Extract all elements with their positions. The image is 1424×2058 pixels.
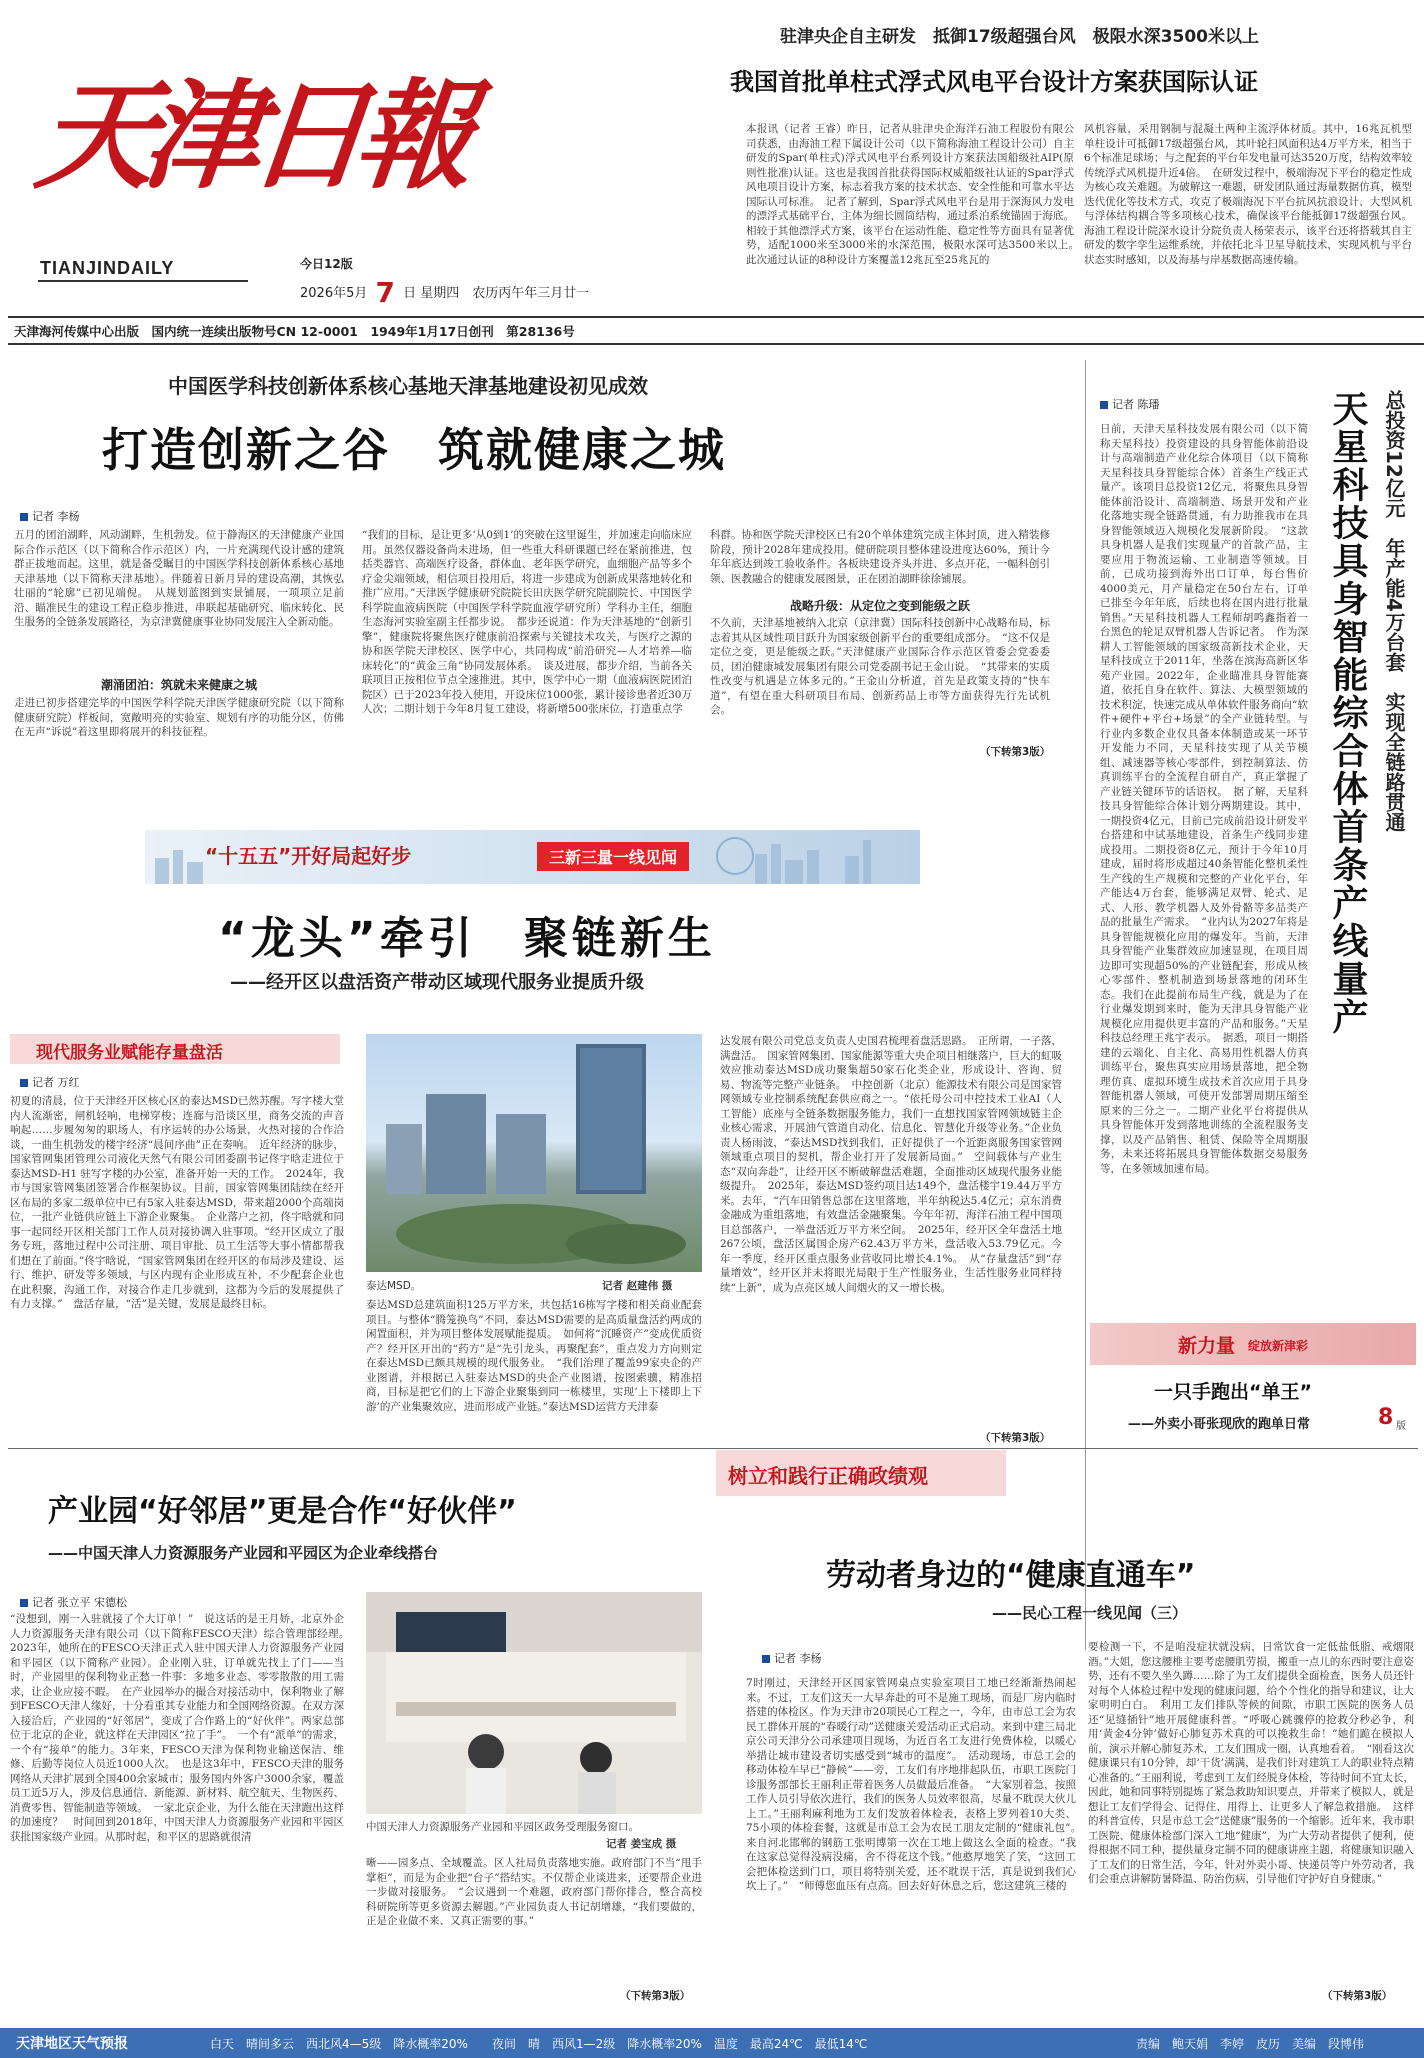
br-tag: 树立和践行正确政绩观 <box>716 1450 1006 1496</box>
lead-byline: 记者 李杨 <box>20 508 80 524</box>
mid-photo-credit: 记者 赵建伟 摄 <box>602 1280 673 1292</box>
mid-photo <box>366 1034 702 1272</box>
masthead-roman: TIANJINDAILY <box>40 258 175 278</box>
bl-byline: 记者 张立平 宋德松 <box>20 1594 127 1610</box>
date-prefix: 2026年5月 <box>300 286 368 301</box>
top-story <box>730 0 1424 316</box>
mid-byline: 记者 万红 <box>20 1074 80 1090</box>
side-headline-small: 总投资12亿元 年产能4万台套 实现全链路贯通 <box>1382 390 1406 832</box>
editors-credit: 责编 鲍天娟 李婷 皮历 美编 段博伟 <box>1136 2037 1365 2051</box>
lead-col1: 五月的团泊湖畔，风动湖畔，生机勃发。位于静海区的天津健康产业国际合作示范区（以下简称合作示范区）内，一片充满现代设计感的建筑群正拔地而起。这里，就是备受瞩目的中国医学科技创新体系核心基地天津基地（以下简称天津基地）。伴随着日新月异的建设高潮，其恢弘壮丽的“轮廓”已初见端倪。 从规划蓝图到实景铺展，一项项立足前沿、瞄准民生的建设工程正稳步推进，串联起基础研究、临床转化、民生服务的全链条发展路径，为京津冀健康事业协同发展注入全新动能。 <box>14 529 344 628</box>
mid-subhead: ——经开区以盘活资产带动区域现代服务业提质升级 <box>230 972 644 993</box>
lead-story <box>0 350 1080 820</box>
masthead-logo: 天津日報 <box>30 66 470 205</box>
building-photo-graphic <box>366 1034 702 1272</box>
byline-marker-icon <box>1100 401 1108 409</box>
promo-left: “十五五”开好局起好步 <box>205 844 412 868</box>
mid-col2: 泰达MSD总建筑面积125万平方米，共包括16栋写字楼和相关商业配套项目。与整体“腾笼换鸟”不同，泰达MSD需要的是高质量盘活约两成的闲置面积，并为项目整体发展赋能提质。 如何将“沉睡资产”变成优质资产？经开区开出的“药方”是“先引龙头，再聚配套”，重点发力方向则定在泰达MSD已颇具规模的现代服务业。 “我们治理了覆盖99家央企的产业图谱，并根据已入驻泰达MSD的央企产业图谱，按图索骥，精准招商，目标是把它们的上下游企业聚集到同一栋楼里，实现‘上下楼即上下游’的产业集聚效应，进而形成产业链。”泰达MSD运营方天津泰 <box>366 1299 702 1413</box>
byline-marker-icon <box>20 513 28 521</box>
bl-photo-caption: 中国天津人力资源服务产业园和平园区政务受理服务窗口。 <box>366 1821 639 1833</box>
masthead-date <box>300 276 589 309</box>
bottom-left-story <box>0 1450 710 2020</box>
bottom-right-story <box>716 1450 1424 2020</box>
byline-marker-icon <box>762 1655 770 1663</box>
section-rule <box>8 1448 1418 1449</box>
br-continued: （下转第3版） <box>1322 1990 1393 2002</box>
teaser-tag2: 绽放新津彩 <box>1248 1339 1309 1353</box>
lead-kicker: 中国医学科技创新体系核心基地天津基地建设初见成效 <box>168 374 648 398</box>
mid-headline: “龙头”牵引 聚链新生 <box>218 913 716 964</box>
teaser-title: 一只手跑出“单王” <box>1154 1381 1312 1403</box>
top-story-body-col1: 本报讯（记者 王睿）昨日，记者从驻津央企海洋石油工程股份有限公司获悉，由海油工程下属设计公司（以下简称海油工程设计公司）自主研发的Spar(单柱式)浮式风电平台系列设计方案获法国船级社AIP(原则性批准)认证。这也是我国首批获得国际权威船级社认证的Spar浮式风电项目设计方案，标志着我方案的技术状态、安全性能和可靠水平达国际认可标准。 记者了解到，Spar浮式风电平台是用于深海风力发电的漂浮式基础平台，主体为细长圆筒结构，通过系泊系统锚固于海底。相较于其他漂浮式方案，该平台在运动性能、稳定性等方面具有显著优势，适配1000米至3000米的水深范围，极限水深可达3500米以上。 此次通过认证的8种设计方案覆盖12兆瓦至25兆瓦的 <box>746 123 1085 266</box>
weather-label: 天津地区天气预报 <box>16 2036 128 2052</box>
teaser-sub: ——外卖小哥张现欣的跑单日常 <box>1128 1417 1311 1432</box>
bl-continued: （下转第3版） <box>620 1990 691 2002</box>
side-body: 日前，天津天星科技发展有限公司（以下简称天星科技）投资建设的具身智能体前沿设计与高端制造产业化综合体项目（以下简称天星科技具身智能综合体）首条生产线正式量产。该项目总投资12亿元，将聚焦具身智能体前沿设计、高端制造、场景开发和产业化落地实现全链路贯通，有力助推我市在具身智能领域迈入规模化发展新阶段。 “这款具身机器人是我们实现量产的首款产品，主要应用于物流运输、工业制造等领域。目前，已成功接到海外出口订单，每台售价4000美元，月产量稳定在50台左右，订单已排至今年年底，后续也将在国内进行批量销售。”天星科技机器人工程师胡鸣鑫指着一台黑色的轮足双臂机器人告诉记者。 作为深耕人工智能领域的国家级高新技术企业，天星科技成立于2011年，坐落在滨海高新区华苑产业园。2022年，企业瞄准具身智能赛道，依托自身在软件、算法、大模型领域的技术积淀，快速完成从单体软件服务商向“软件+硬件+平台+场景”的全产业链转型。与行业内多数企业仅具备本体制造或某一环节开发能力不同，天星科技实现了从关节模组、减速器等核心零部件，到控制算法、仿真训练平台的全流程自研自产，真正掌握了产业链关键环节的话语权。 据了解，天星科技具身智能综合体计划分两期建设。其中，一期投资4亿元，目前已完成前沿设计研发平台搭建和中试基地建设，首条生产线同步建成投用。二期投资8亿元，预计于今年10月建成，届时将形成超过40条智能化整机柔性生产线的生产规模和完整的产业化平台，年产能达4万台套，能够满足双臂、轮式、足式、人形、教学机器人及外骨骼等多品类产品的批量生产需求。 “业内认为2027年将是具身智能规模化应用的爆发年。当前，天津具身智能产业集群效应加速显现，在项目周边即可实现超50%的产业链配套，形成从核心零部件、整机制造到场景落地的闭环生态。我们在此提前布局生产线，就是为了在行业爆发期到来时，能为天津具身智能产业规模化应用提供更丰富的产品和服务。”天星科技总经理王兆宇表示。 据悉，项目一期搭建的云端化、自主化、高易用性机器人仿真训练平台，聚焦真实应用场景落地，把全物理仿真、虚拟环境生成技术首次应用于具身智能机器人领域，可使开发部署周期压缩至原来的三分之一。二期产业化平台将提供从具身智能体开发到落地训练的全流程服务支撑，以及产品销售、租赁、保险等全周期服务，未来还将拓展具身智能体数据交易服务等，在多领域加速布局。 <box>1100 423 1308 1175</box>
side-byline: 记者 陈璠 <box>1100 396 1160 412</box>
bl-subhead: ——中国天津人力资源服务产业园和平园区为企业牵线搭台 <box>48 1544 439 1562</box>
br-byline: 记者 李杨 <box>762 1650 822 1666</box>
publisher-line: 天津海河传媒中心出版 国内统一连续出版物号CN 12-0001 1949年1月17日创刊 第28136号 <box>14 324 575 339</box>
bl-col2: 晰——园多点、全域覆盖。区人社局负责落地实施。政府部门不当“甩手掌柜”，而是为企业把“台子”搭结实。不仅帮企业谈进来，还要帮企业进一步做对接服务。 “会议遇到一个难题，政府部门帮你排合，整合高校科研院所等更多资源去解题。”产业园负责人书记胡增雄，“我们要做的，正是企业做不来、又真正需要的事。” <box>366 1857 702 1927</box>
bl-photo <box>366 1592 702 1814</box>
masthead-pages: 今日12版 <box>300 257 353 271</box>
br-subhead: ——民心工程一线见闻（三） <box>992 1604 1188 1622</box>
mid-story <box>0 890 1080 1450</box>
weather-bar <box>0 2028 1424 2058</box>
lead-col3b: 不久前，天津基地被纳入北京（京津冀）国际科技创新中心战略布局，标志着其从区域性项目跃升为国家级创新平台的重要组成部分。 “这不仅是定位之变，更是能级之跃。”天津健康产业国际合作示范区管委会党委委员，团泊健康城发展集团有限公司党委副书记王金山说。 “其带来的实质性改变与机遇是立体多元的。”王金山分析道，首先是政策支持的“快车道”，有望在重大科研项目布局、创新药品上市等方面获得先行先试机会。 <box>710 617 1050 716</box>
lead-headline: 打造创新之谷 筑就健康之城 <box>102 423 726 477</box>
masthead-bottom-rule <box>8 316 1424 318</box>
masthead-rule <box>38 280 248 282</box>
bl-col1: “没想到，刚一入驻就接了个大订单！” 说这话的是王月娇，北京外企人力资源服务天津有限公司（以下简称FESCO天津）综合管理部经理。 2023年，她所在的FESCO天津正式入驻中国天津人力资源服务产业园和平园区（以下简称产业园）。企业刚入驻，订单就先找上了门——当时，产业园里的保利物业正愁一件事：多地多业态、零零散散的用工需求，让企业应接不暇。 在产业园举办的撮合对接活动中，保利物业了解到FESCO天津人缘好，十分看重其专业能力和全国网络资源。在双方深入接洽后，产业园的“好邻居”，变成了合作路上的“好伙伴”。两家总部位于北京的企业，就这样在天津园区“拉了手”。 一个有“派单”的需求，一个有“接单”的能力。3年来，FESCO天津为保利物业输送保洁、维修、后勤等岗位人员近1000人次。 也是这3年中，FESCO天津的服务网络从天津扩展到全国400余家城市；服务国内外客户3000余家，覆盖员工近5万人，涉及信息通信、新能源、新材料、航空航天、生物医药、消费零售、智能制造等领域。 一家北京企业，为什么能在天津跑出这样的加速度？ 时间回到2018年，中国天津人力资源服务产业园和平园区获批国家级产业园。从那时起，和平区的思路就很清 <box>10 1613 355 1843</box>
lead-col3: 科群。协和医学院天津校区已有20个单体建筑完成主体封顶，进入精装修阶段，预计2028年建成投用。健研院项目整体建设进度达60%，预计今年年底达到竣工验收条件。各板块建设齐头并进、多点开花，一幅科创引领、医教融合的健康发展图景，正在团泊湖畔徐徐铺展。 <box>710 529 1050 585</box>
lead-col1-subhead: 潮涌团泊：筑就未来健康之城 <box>100 678 257 692</box>
side-headline: 天星科技具身智能综合体首条产线量产 <box>1327 390 1368 1036</box>
mid-col3: 达发展有限公司党总支负责人史国君梳理着盘活思路。 正所谓，一子落，满盘活。 国家管网集团、国家能源等重大央企项目相继落户，巨大的虹吸效应推动泰达MSD成功聚集超50家石化类企业，形成设计、咨询、贸易、物流等完整产业链条。 中控创新（北京）能源技术有限公司是国家管网领域专业控制系统配套供应商之一。“依托母公司中控技术工业AI（人工智能）底座与全链条数据服务能力，我们一直想找国家管网领域链主企业核心需求，开展油气管道自动化、信息化、智慧化升级等业务。”企业负责人杨雨波，“泰达MSD找到我们，正好提供了一个近距离服务国家管网领域重点项目的契机，帮企业打开了发展新局面。” 空间载体与产业生态“双向奔赴”，让经开区不断破解盘活难题，全面推动区域现代服务业能级提升。 2025年，泰达MSD签约项目达149个，盘活楼宇19.44万平方米。去年，“汽车田销售总部在这里落地，半年纳税达5.4亿元；京东消费金融成为重组落地，有效盘活金融聚集。今年年初，海洋石油工程中国项目总部落户，一举盘活近万平方米空间。 2025年，经开区全年盘活土地267公顷，盘活区属国企房产62.43万平方米，盘活收入53.79亿元。今年一季度，经开区重点服务业营收同比增长4.1%。 从“存量盘活”到“存量增效”，经开区并未将眼光局限于生产性服务业，生活性服务业同样持续“上新”，成为点亮区域人间烟火的又一增长极。 <box>720 1035 1062 1294</box>
top-story-headline: 我国首批单柱式浮式风电平台设计方案获国际认证 <box>730 68 1258 96</box>
office-photo-graphic <box>366 1592 702 1814</box>
byline-marker-icon <box>20 1599 28 1607</box>
side-story <box>1090 350 1424 1310</box>
publisher-rule <box>8 343 1424 345</box>
br-col1: 7时刚过，天津经开区国家管网桌点实验室项目工地已经渐渐热闹起来。不过，工友们这天一大早奔赴的可不是施工现场，而是厂房内临时搭建的体检区。作为天津市20项民心工程之一，今年，由市总工会为农民工群体开展的“春暖行动”送健康关爱活动正式启动。来到中建三局北京公司天津分公司承建项目现场，为近百名工友进行免费体检，以暖心举措让城市建设者切实感受到“城市的温度”。 活动现场，市总工会的移动体检车早已“静候”——旁，工友们有序地排起队伍，市职工医院门诊服务部部长王丽利正带着医务人员做最后准备。 “大家别着急，按照工作人员引导依次进行，我们的医务人员效率很高，尽量不耽误大伙儿上工。”王丽利麻利地为工友们发放着体检表，表格上罗列着10大类、75小项的体检套餐，这就是市总工会为农民工朋友定制的“健康礼包”。 来自河北邯郸的钢筋工张明博第一次在工地上做这么全面的检查。“我在这家总觉得没病没痛，舍不得花这个钱。”他憨厚地笑了笑，“这回工会把体检送到门口，项目将特别关爱，还不耽误干活，真是说到我们心坎上了。” “师傅您血压有点高。回去好好休息之后，您这建筑三楼的 <box>746 1677 1087 1892</box>
byline-marker-icon <box>20 1079 28 1087</box>
br-headline: 劳动者身边的“健康直通车” <box>826 1558 1196 1593</box>
top-story-kicker: 驻津央企自主研发 抵御17级超强台风 极限水深3500米以上 <box>780 27 1259 47</box>
lead-col3-subhead: 战略升级：从定位之变到能级之跃 <box>789 599 970 613</box>
promo-right: 三新三量一线见闻 <box>537 842 689 871</box>
teaser-box[interactable] <box>1090 1323 1416 1448</box>
weather-forecast: 白天 晴间多云 西北风4—5级 降水概率20% 夜间 晴 西风1—2级 降水概率20% 温度 最高24℃ 最低14℃ <box>210 2037 868 2051</box>
date-day: 7 <box>375 276 395 309</box>
teaser-page-num: 8 <box>1378 1405 1394 1430</box>
br-col2: 要检测一下，不是咱没症状就没病，日常饮食一定低盐低脂、戒烟限酒。”大姐，您这腰椎主要考虑腰肌劳损，搬重一点儿的东西时要注意姿势，还有不要久坐久蹲……除了为工友们提供全面检查，医务人员还针对每个人体检过程中发现的健康问题，给个个性化的指导和建议，让大家明明白白。 利用工友们排队等候的间隙，市职工医院的医务人员还“见缝插针”地开展健康科普。“呼吸心跳骤停的抢救分秒必争，利用‘黄金4分钟’做好心肺复苏术真的可以挽救生命！”她们跪在模拟人前，演示并解心肺复苏术，工友们围成一圈，认真地看着。 “刚看这次健康课只有10分钟，却‘干货’满满，是我们针对建筑工人的职业特点精心准备的。”王丽利说，考虑到工友们经脱身体检，等待时间不宜太长，因此，她和同事特别提炼了紧急救助知识要点，并带来了模拟人，就是想让工友们学得会、记得住、用得上、让更多人了解急救措施。 这样的科普宣传，只是市总工会“送健康”服务的一个缩影。近年来，我市职工医院、健康体检部门深入工地“健康”，为广大劳动者提供了便利，使得根据不同工种，提供量身定制不同的健康讲座主题，将健康知识融入了工友们的日常生活，今年，针对外卖小哥、快递员等户外劳动者，我们会重点讲解防暑降温、防治伤病，引导他们守护好自身健康。” <box>1088 1641 1414 1885</box>
promo-banner <box>145 830 920 884</box>
teaser-page-unit: 版 <box>1396 1421 1406 1432</box>
lead-continued: （下转第3版） <box>980 746 1051 758</box>
lead-col2: “我们的目标，是让更多‘从0到1’的突破在这里诞生，并加速走向临床应用。虽然仅器设备尚未进场，但一些重大科研课题已经在紧前推进，包括类器官、高端医疗设备，群体血、老年医学研究，血细胞产品等多个疗金尖端领域，相信项目投用后，将进一步建成为创新成果落地转化和推广应用。”天津医学健康研究院院长田庆医学研究院副院长、中国医学科学院血液病医院（中国医学科学院血液学研究所）学科办主任，细胞生态海河实验室副主任都步说。 都步还说道：作为天津基地的“创新引擎”，健康院将聚焦医疗健康前沿探索与关键技术攻关，与医疗之源的协和医学院天津校区、医学中心，共同构成“前沿研究—人才培养—临床转化”的“黄金三角”协同发展体系。 谈及进展，都步介绍，当前各关联项目正按相位节点全速推进。其中，医学中心一期（血液病医院团泊院区）已于2023年投入使用，开设床位1000张，累计接诊患者近30万人次；二期计划于今年8月复工建设，将新增500张床位，打造重点学 <box>362 529 692 715</box>
date-suffix: 日 星期四 农历丙午年三月廿一 <box>403 286 590 301</box>
masthead <box>0 0 730 355</box>
lead-col1b: 走进已初步搭建完毕的中国医学科学院天津医学健康研究院（以下简称健康研究院）样板间，宽敞明亮的实验室、规划有序的功能分区，仿佛在无声“诉说”着这里即将展开的科技征程。 <box>14 697 344 738</box>
bl-headline: 产业园“好邻居”更是合作“好伙伴” <box>48 1494 517 1529</box>
teaser-tag: 新力量 <box>1178 1335 1236 1357</box>
bl-photo-credit: 记者 姜宝成 摄 <box>606 1838 677 1850</box>
mid-col1: 初夏的清晨，位于天津经开区核心区的泰达MSD已然苏醒。写字楼大堂内人流渐密，闸机轻响，电梯穿梭；连廊与沿谈区里，商务交流的声音响起……步履匆匆的职场人，有序运转的办公场景，火热对接的合作洽谈，一曲生机勃发的楼宇经济“晨间序曲”正在奏响。 近年经济的脉步，国家管网集团管理公司液化天然气有限公司团委副书记佟宇晗走进位于泰达MSD-H1 驻写字楼的办公室，准备开始一天的工作。 2024年，我市与国家管网集团签署合作框架协议。目前，国家管网集团陆续在经开区布局的多家二级单位中已有5家入驻泰达MSD，带来超2000个高端岗位，一批产业链供应链上下游企业聚集。 企业落户之初，佟宇晗就和同事一起同经开区相关部门工作人员对接协调入驻事项。“经开区成立了服务专班，落地过程中公司注册、项目审批、员工生活等大事小情都帮我们想在了前面。”佟宇晗说，“国家管网集团在经开区的布局涉及建设、运行、维护、研发等多领域，与区内现有企业形成互补，不少配套企业也在此积聚，沟通工作，对接合作走几步就到，这都为今后的发展提供了有力支撑。” 盘活存量，“活”是关键，发展是最终目标。 <box>10 1095 344 1310</box>
mid-section-tag: 现代服务业赋能存量盘活 <box>10 1034 340 1064</box>
top-story-body-col2: 风机容量，采用钢制与混凝土两种主流浮体材质。其中，16兆瓦机型单柱设计可抵御17级超强台风，其叶轮扫风面积达4万平方米，相当于6个标准足球场；与之配套的平台年发电量可达3520万度，结构效率较传统浮式风机提升近4倍。 在研发过程中，极端海况下平台的稳定性成为核心攻关难题。为破解这一难题，研发团队通过海量数据仿真，模型迭代优化等技术方式，攻克了极端海况下平台抗风抗浪设计、大型风机与浮体结构耦合等多项核心技术，确保该平台能抵御17级超强台风。海油工程设计院深水设计分院负责人杨荣表示，该平台还将搭载其自主研发的数字孪生运维系统，并依托北斗卫星导航技术，实现风机与平台状态实时感知，以及海基与岸基数据高速传输。 <box>1084 123 1412 266</box>
mid-photo-caption: 泰达MSD。 <box>366 1280 422 1292</box>
mid-continued: （下转第3版） <box>980 1432 1051 1444</box>
